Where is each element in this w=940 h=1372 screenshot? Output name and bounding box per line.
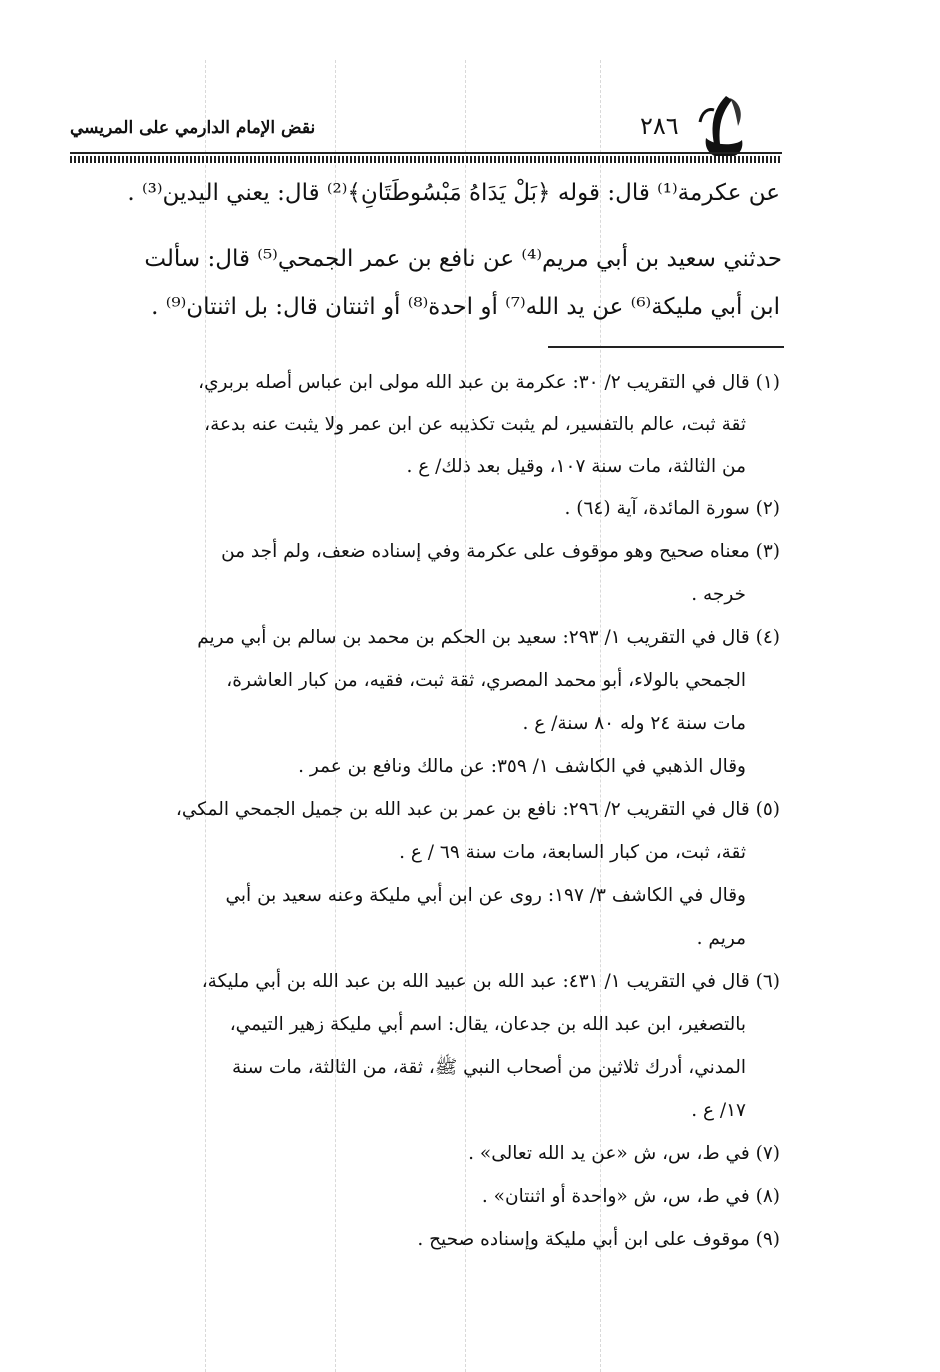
page-number: ٢٨٦	[640, 112, 679, 140]
footnote-line: الجمحي بالولاء، أبو محمد المصري، ثقة ثبت، فقيه، من كبار العاشرة،	[226, 670, 746, 691]
footnote-line: وقال في الكاشف ٣/ ١٩٧: روى عن ابن أبي مليكة وعنه سعيد بن أبي	[225, 885, 746, 906]
footnote-line: (٩) موقوف على ابن أبي مليكة وإسناده صحيح .	[417, 1229, 780, 1250]
footnote-line: مريم .	[696, 928, 746, 949]
main-text-line: عن عكرمة⁽¹⁾ قال: قوله ﴿بَلْ يَدَاهُ مَبْسُوطَتَانِ﴾⁽²⁾ قال: يعني اليدين⁽³⁾ .	[127, 180, 780, 206]
footnote-line: ثقة ثبت، عالم بالتفسير، لم يثبت تكذيبه عن ابن عمر ولا يثبت عنه بدعة،	[204, 414, 746, 435]
footnote-line: مات سنة ٢٤ وله ٨٠ سنة/ ع .	[522, 713, 746, 734]
footnote-line: (٦) قال في التقريب ١/ ٤٣١: عبد الله بن عبيد الله بن عبد الله بن أبي مليكة،	[201, 971, 780, 992]
footnote-line: (٣) معناه صحيح وهو موقوف على عكرمة وفي إسناده ضعف، ولم أجد من	[221, 541, 780, 562]
footnote-line: (٨) في ط، س، ش «واحدة أو اثنتان» .	[481, 1186, 780, 1207]
footnote-line: (٧) في ط، س، ش «عن يد الله تعالى» .	[468, 1143, 780, 1164]
main-text-line: ابن أبي مليكة⁽⁶⁾ عن يد الله⁽⁷⁾ أو احدة⁽⁸⁾ أو اثنتان قال: بل اثنتان⁽⁹⁾ .	[151, 294, 780, 320]
header-rule	[70, 152, 782, 154]
footnote-line: المدني، أدرك ثلاثين من أصحاب النبي ﷺ، ثقة، من الثالثة، مات سنة	[232, 1057, 746, 1078]
footnote-line: ١٧/ ع .	[691, 1100, 746, 1121]
footnote-line: (٤) قال في التقريب ١/ ٢٩٣: سعيد بن الحكم بن محمد بن سالم بن أبي مريم	[197, 627, 780, 648]
footnote-line: بالتصغير، ابن عبد الله بن جدعان، يقال: اسم أبي مليكة زهير التيمي،	[229, 1014, 746, 1035]
footnote-separator	[548, 346, 784, 348]
footnote-line: ثقة، ثبت، من كبار السابعة، مات سنة ٦٩ / ع .	[399, 842, 746, 863]
footnote-line: وقال الذهبي في الكاشف ١/ ٣٥٩: عن مالك ونافع بن عمر .	[298, 756, 746, 777]
header-ornament-rule	[70, 156, 782, 163]
footnote-line: (١) قال في التقريب ٢/ ٣٠: عكرمة بن عبد الله مولى ابن عباس أصله بربري،	[198, 372, 780, 393]
footnote-line: (٢) سورة المائدة، آية (٦٤) .	[564, 498, 780, 519]
footnote-line: خرجه .	[691, 584, 746, 605]
footnote-line: (٥) قال في التقريب ٢/ ٢٩٦: نافع بن عمر بن عبد الله بن جميل الجمحي المكي،	[175, 799, 780, 820]
footnote-line: من الثالثة، مات سنة ١٠٧، وقيل بعد ذلك/ ع .	[406, 456, 746, 477]
main-text-line: حدثني سعيد بن أبي مريم⁽⁴⁾ عن نافع بن عمر الجمحي⁽⁵⁾ قال: سألت	[144, 246, 782, 272]
running-header	[70, 92, 782, 164]
book-title: نقض الإمام الدارمي على المريسي	[70, 118, 316, 138]
